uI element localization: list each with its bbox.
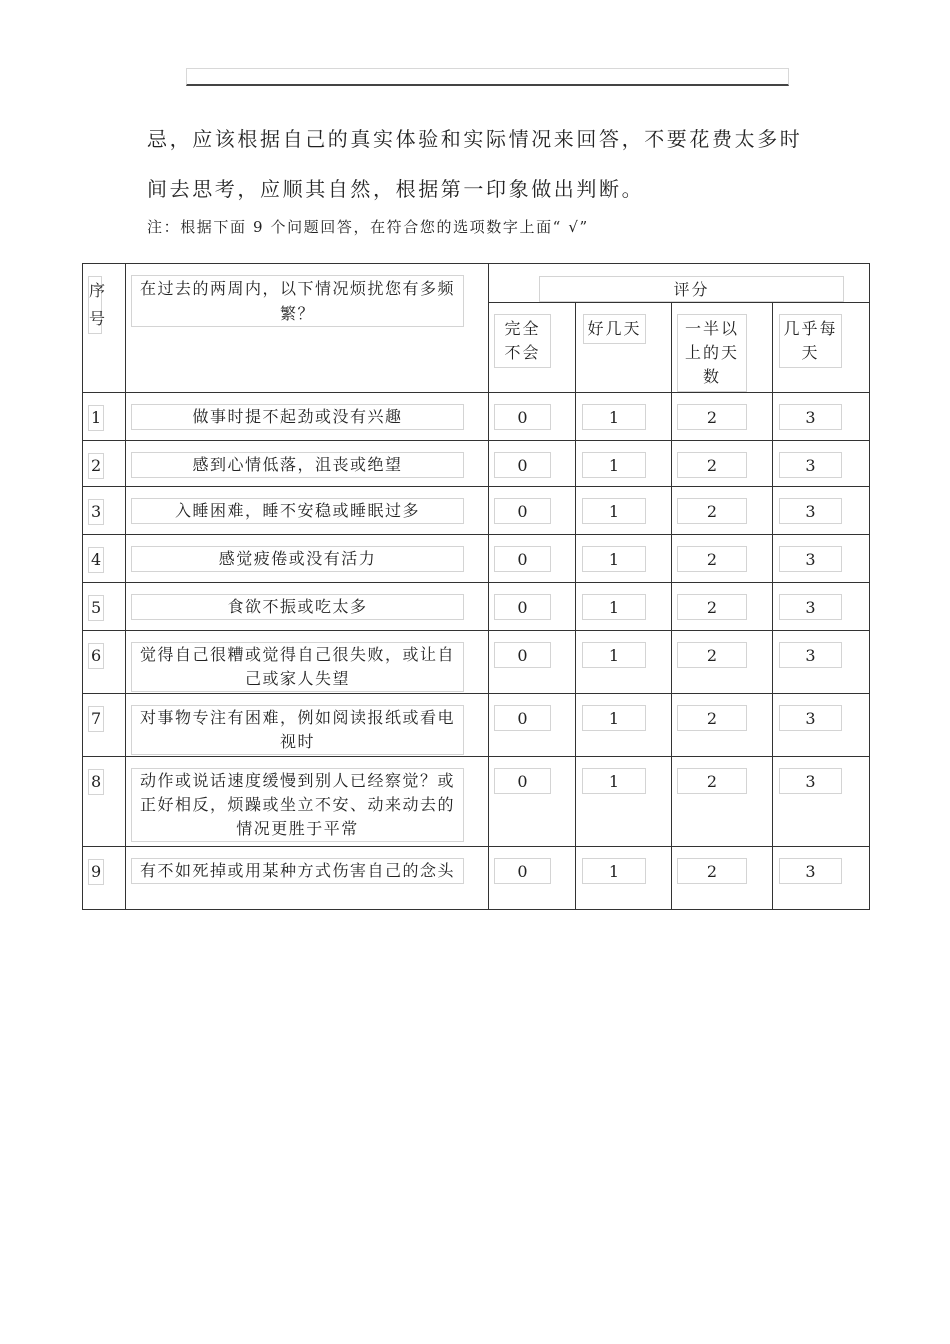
score-option-2[interactable]: 2 [677,768,747,794]
score-option-0[interactable]: 0 [494,705,551,731]
option-cell [489,303,576,393]
option-cell [576,303,672,393]
option-label-never: 完全不会 [494,314,551,368]
phq9-table [82,263,870,910]
page-header-rule [186,68,789,86]
table-row [83,694,870,757]
row-question: 动作或说话速度缓慢到别人已经察觉？或正好相反，烦躁或坐立不安、动来动去的情况更胜于平常 [131,768,464,842]
intro-line-1: 忌，应该根据自己的真实体验和实际情况来回答，不要花费太多时 [147,127,803,151]
row-question: 对事物专注有困难，例如阅读报纸或看电视时 [131,705,464,755]
score-option-0[interactable]: 0 [494,768,551,794]
score-option-0[interactable]: 0 [494,404,551,430]
row-number: 6 [88,643,104,669]
row-number: 9 [88,859,104,885]
row-question: 食欲不振或吃太多 [131,594,464,620]
score-option-1[interactable]: 1 [582,452,646,478]
index-header: 序号 [88,276,102,334]
table-header-row [83,264,870,303]
score-option-2[interactable]: 2 [677,642,747,668]
score-header-cell [489,264,870,303]
row-question: 感觉疲倦或没有活力 [131,546,464,572]
row-number: 3 [88,499,104,525]
score-option-2[interactable]: 2 [677,404,747,430]
table-row [83,583,870,631]
score-option-3[interactable]: 3 [779,404,842,430]
row-question: 感到心情低落，沮丧或绝望 [131,452,464,478]
score-option-1[interactable]: 1 [582,546,646,572]
score-option-3[interactable]: 3 [779,594,842,620]
row-number: 2 [88,453,104,479]
score-option-1[interactable]: 1 [582,498,646,524]
option-label-nearly-every-day: 几乎每天 [779,314,842,368]
row-question: 做事时提不起劲或没有兴趣 [131,404,464,430]
score-option-2[interactable]: 2 [677,546,747,572]
score-option-1[interactable]: 1 [582,642,646,668]
score-option-1[interactable]: 1 [582,404,646,430]
score-option-0[interactable]: 0 [494,642,551,668]
score-option-1[interactable]: 1 [582,594,646,620]
score-option-3[interactable]: 3 [779,768,842,794]
option-cell [773,303,870,393]
row-question: 有不如死掉或用某种方式伤害自己的念头 [131,858,464,884]
table-row [83,757,870,847]
score-option-0[interactable]: 0 [494,594,551,620]
score-option-0[interactable]: 0 [494,452,551,478]
instruction-note: 注：根据下面 9 个问题回答，在符合您的选项数字上面“ √” [147,218,589,236]
score-option-0[interactable]: 0 [494,546,551,572]
row-question: 入睡困难，睡不安稳或睡眠过多 [131,498,464,524]
score-option-3[interactable]: 3 [779,498,842,524]
row-number: 4 [88,547,104,573]
question-header: 在过去的两周内，以下情况烦扰您有多频繁？ [131,275,464,327]
score-option-2[interactable]: 2 [677,858,747,884]
option-label-more-than-half: 一半以上的天数 [677,314,747,392]
score-option-1[interactable]: 1 [582,705,646,731]
table-row [83,441,870,487]
row-question: 觉得自己很糟或觉得自己很失败，或让自己或家人失望 [131,642,464,692]
table-row [83,487,870,535]
score-option-1[interactable]: 1 [582,768,646,794]
score-option-3[interactable]: 3 [779,546,842,572]
score-option-0[interactable]: 0 [494,858,551,884]
question-header-cell [126,264,489,393]
score-option-0[interactable]: 0 [494,498,551,524]
score-option-2[interactable]: 2 [677,452,747,478]
score-option-3[interactable]: 3 [779,858,842,884]
index-header-cell [83,264,126,393]
option-label-several-days: 好几天 [583,314,646,344]
table-row [83,535,870,583]
score-option-3[interactable]: 3 [779,705,842,731]
row-number: 5 [88,595,104,621]
row-number: 1 [88,405,104,431]
score-header: 评分 [539,276,844,302]
score-option-1[interactable]: 1 [582,858,646,884]
row-number: 7 [88,706,104,732]
table-row [83,847,870,910]
score-option-2[interactable]: 2 [677,705,747,731]
score-option-2[interactable]: 2 [677,498,747,524]
table-row [83,631,870,694]
option-cell [672,303,773,393]
score-option-3[interactable]: 3 [779,642,842,668]
table-row [83,393,870,441]
row-number: 8 [88,769,104,795]
score-option-3[interactable]: 3 [779,452,842,478]
score-option-2[interactable]: 2 [677,594,747,620]
intro-line-2: 间去思考，应顺其自然，根据第一印象做出判断。 [147,177,645,201]
